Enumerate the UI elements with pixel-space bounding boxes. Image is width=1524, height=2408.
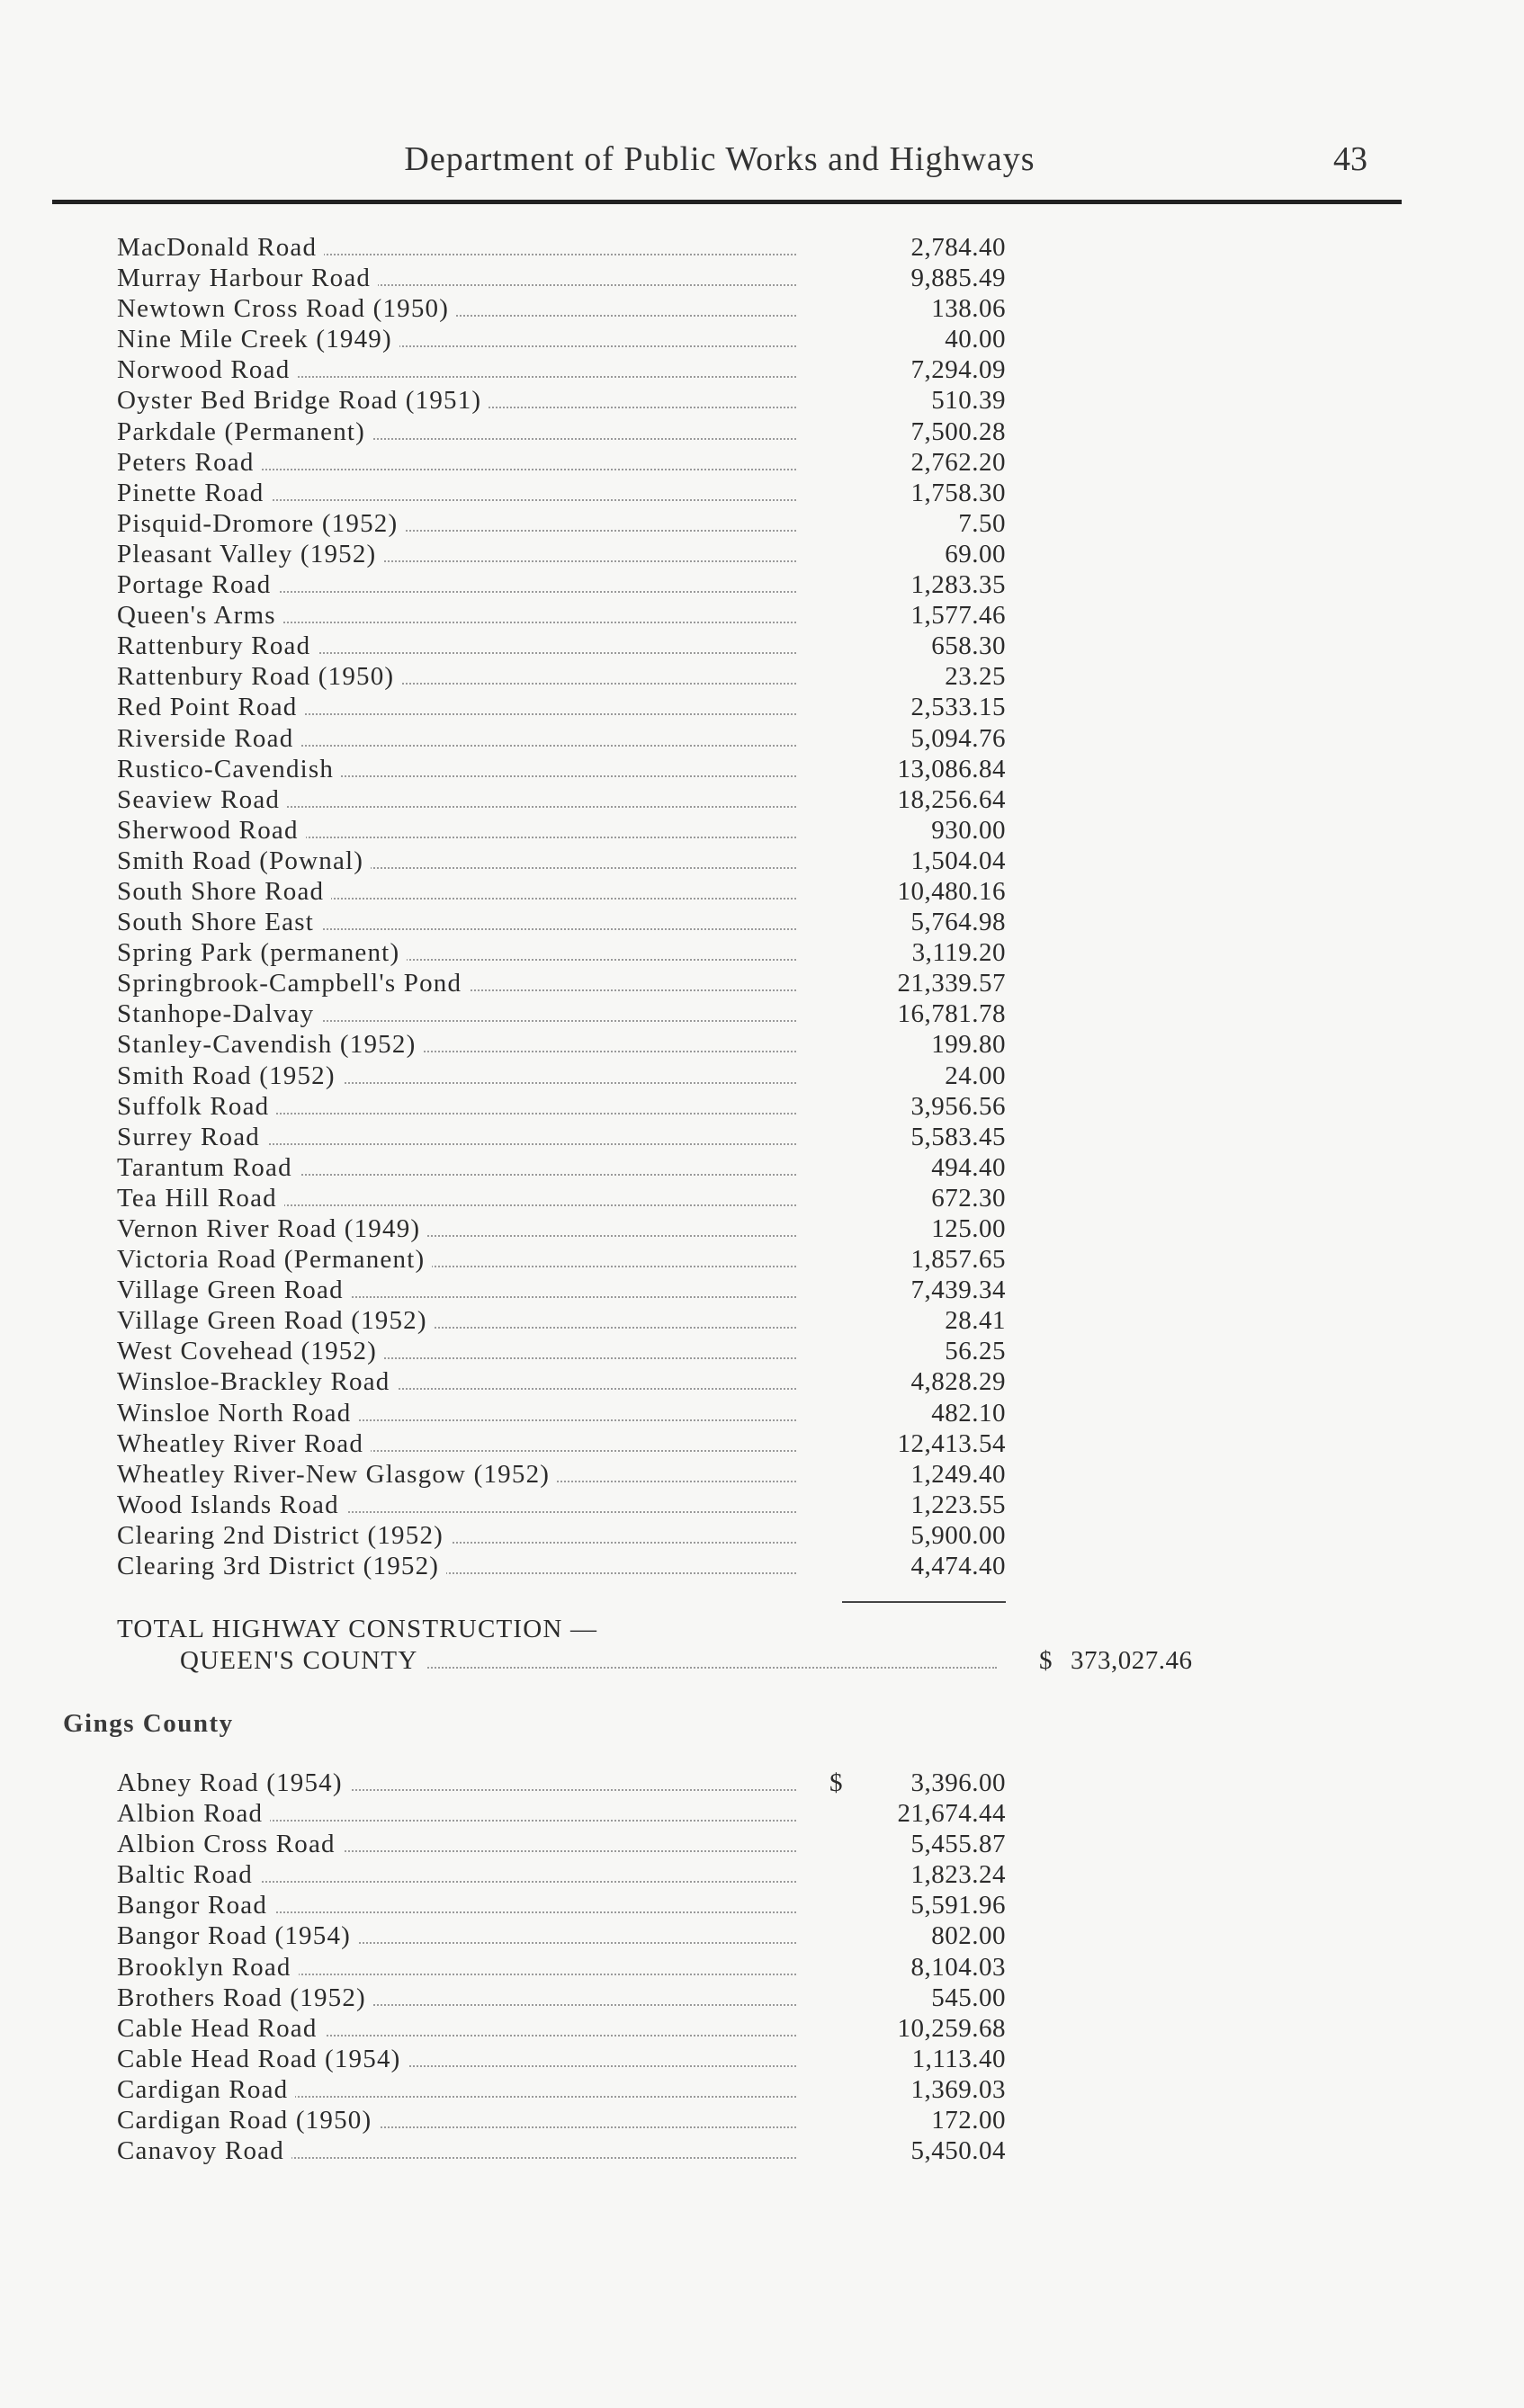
list-item	[0, 1952, 1524, 1983]
road-amount: 172.00	[931, 2106, 1006, 2135]
header-rule	[52, 200, 1402, 204]
road-name: Canavoy Road	[117, 2135, 291, 2166]
road-name: Nine Mile Creek (1949)	[117, 324, 399, 354]
road-amount: 1,758.30	[910, 478, 1006, 507]
subtotal-rule	[842, 1601, 1006, 1603]
road-amount: 10,259.68	[897, 2013, 1006, 2043]
list-item	[0, 2013, 1524, 2044]
list-item	[0, 631, 1524, 661]
road-name: Cable Head Road	[117, 2013, 325, 2044]
road-name: Albion Cross Road	[117, 1829, 343, 1859]
list-item	[0, 907, 1524, 937]
road-name: Suffolk Road	[117, 1091, 276, 1122]
list-item	[0, 1490, 1524, 1520]
list-item	[0, 692, 1524, 722]
list-item	[0, 1275, 1524, 1305]
road-amount: 5,764.98	[910, 908, 1006, 937]
road-amount: 1,577.46	[910, 601, 1006, 631]
list-item	[0, 293, 1524, 324]
total-label-line1: TOTAL HIGHWAY CONSTRUCTION —	[117, 1615, 598, 1643]
road-name: Wheatley River Road	[117, 1428, 371, 1459]
road-name: Stanley-Cavendish (1952)	[117, 1029, 423, 1060]
road-amount: 5,591.96	[910, 1891, 1006, 1920]
list-item	[0, 447, 1524, 478]
list-item	[0, 2044, 1524, 2074]
page-number: 43	[1333, 140, 1367, 178]
list-item	[0, 1983, 1524, 2013]
road-name: Smith Road (Pownal)	[117, 846, 371, 876]
road-name: Stanhope-Dalvay	[117, 998, 321, 1029]
list-item	[0, 354, 1524, 385]
total-row	[0, 1645, 1524, 1676]
road-name: Pisquid-Dromore (1952)	[117, 508, 405, 539]
list-item	[0, 968, 1524, 998]
road-amount: 125.00	[931, 1214, 1006, 1243]
road-amount: 24.00	[945, 1061, 1006, 1090]
road-amount: 3,396.00	[910, 1768, 1006, 1797]
road-amount: 7,294.09	[910, 355, 1006, 385]
list-item	[0, 815, 1524, 846]
road-name: Smith Road (1952)	[117, 1061, 343, 1091]
road-amount: 21,339.57	[897, 969, 1006, 998]
road-name: Wood Islands Road	[117, 1490, 346, 1520]
list-item	[0, 508, 1524, 539]
road-amount: 3,119.20	[911, 938, 1006, 968]
road-name: Winsloe-Brackley Road	[117, 1366, 397, 1397]
road-amount: 7,439.34	[910, 1276, 1006, 1305]
total-label-line2: QUEEN'S COUNTY	[180, 1645, 426, 1676]
road-name: Abney Road (1954)	[117, 1768, 350, 1798]
road-name: Cardigan Road (1950)	[117, 2105, 379, 2135]
road-name: Village Green Road (1952)	[117, 1305, 435, 1336]
road-amount: 1,823.24	[910, 1860, 1006, 1890]
road-amount: 7.50	[958, 508, 1006, 538]
list-item	[0, 998, 1524, 1029]
kings-county-road-list	[0, 1768, 1524, 2166]
road-amount: 802.00	[931, 1921, 1006, 1951]
road-name: Brooklyn Road	[117, 1952, 299, 1983]
road-amount: 545.00	[931, 1983, 1006, 2012]
road-amount: 28.41	[945, 1306, 1006, 1336]
road-name: Springbrook-Campbell's Pond	[117, 968, 469, 998]
list-item	[0, 1551, 1524, 1581]
road-amount: 4,828.29	[910, 1367, 1006, 1397]
currency-symbol: $	[829, 1768, 844, 1797]
road-amount: 23.25	[945, 662, 1006, 692]
list-item	[0, 1829, 1524, 1859]
road-name: Newtown Cross Road (1950)	[117, 293, 456, 324]
road-amount: 1,283.35	[910, 570, 1006, 600]
list-item	[0, 1029, 1524, 1060]
road-name: Victoria Road (Permanent)	[117, 1244, 432, 1275]
list-item	[0, 385, 1524, 416]
road-name: Baltic Road	[117, 1859, 260, 1890]
road-name: Surrey Road	[117, 1122, 267, 1152]
road-amount: 199.80	[931, 1030, 1006, 1060]
road-name: Clearing 3rd District (1952)	[117, 1551, 446, 1581]
road-amount: 9,885.49	[910, 264, 1006, 293]
road-name: Village Green Road	[117, 1275, 351, 1305]
total-currency: $	[1039, 1646, 1053, 1675]
road-name: South Shore Road	[117, 876, 331, 907]
list-item	[0, 600, 1524, 631]
road-name: Norwood Road	[117, 354, 297, 385]
road-amount: 7,500.28	[910, 416, 1006, 446]
road-amount: 5,900.00	[910, 1520, 1006, 1550]
list-item	[0, 1520, 1524, 1551]
list-item	[0, 937, 1524, 968]
section-heading: Gings County	[63, 1709, 234, 1738]
list-item	[0, 232, 1524, 263]
road-name: Spring Park (permanent)	[117, 937, 407, 968]
list-item	[0, 754, 1524, 784]
road-amount: 482.10	[931, 1398, 1006, 1428]
road-amount: 2,533.15	[910, 693, 1006, 722]
list-item	[0, 569, 1524, 600]
road-amount: 5,094.76	[910, 723, 1006, 753]
road-amount: 1,504.04	[910, 846, 1006, 875]
road-amount: 672.30	[931, 1183, 1006, 1213]
road-amount: 1,113.40	[911, 2044, 1006, 2073]
list-item	[0, 2105, 1524, 2135]
list-item	[0, 1244, 1524, 1275]
road-amount: 3,956.56	[910, 1091, 1006, 1121]
list-item	[0, 1152, 1524, 1183]
road-name: Pleasant Valley (1952)	[117, 539, 383, 569]
total-amount: 373,027.46	[1071, 1646, 1193, 1675]
list-item	[0, 2135, 1524, 2166]
list-item	[0, 1798, 1524, 1829]
road-name: Cable Head Road (1954)	[117, 2044, 408, 2074]
list-item	[0, 1305, 1524, 1336]
road-amount: 4,474.40	[910, 1552, 1006, 1581]
road-amount: 40.00	[945, 325, 1006, 354]
road-amount: 2,784.40	[910, 233, 1006, 262]
road-name: Vernon River Road (1949)	[117, 1213, 427, 1244]
road-name: Riverside Road	[117, 723, 300, 754]
list-item	[0, 1890, 1524, 1920]
list-item	[0, 1091, 1524, 1122]
list-item	[0, 539, 1524, 569]
road-amount: 10,480.16	[897, 876, 1006, 906]
road-name: Albion Road	[117, 1798, 270, 1829]
road-name: Rattenbury Road (1950)	[117, 661, 401, 692]
list-item	[0, 1459, 1524, 1490]
road-name: Rattenbury Road	[117, 631, 318, 661]
road-name: Wheatley River-New Glasgow (1952)	[117, 1459, 557, 1490]
road-name: Rustico-Cavendish	[117, 754, 341, 784]
list-item	[0, 478, 1524, 508]
list-item	[0, 416, 1524, 447]
road-amount: 12,413.54	[897, 1428, 1006, 1458]
road-amount: 138.06	[931, 294, 1006, 324]
road-amount: 16,781.78	[897, 999, 1006, 1029]
list-item	[0, 784, 1524, 815]
list-item	[0, 1122, 1524, 1152]
list-item	[0, 2074, 1524, 2105]
road-name: Bangor Road	[117, 1890, 274, 1920]
list-item	[0, 723, 1524, 754]
list-item	[0, 1398, 1524, 1428]
road-amount: 494.40	[931, 1152, 1006, 1182]
road-name: Brothers Road (1952)	[117, 1983, 373, 2013]
road-amount: 21,674.44	[897, 1799, 1006, 1829]
road-amount: 1,857.65	[910, 1245, 1006, 1275]
road-amount: 1,223.55	[910, 1490, 1006, 1519]
road-amount: 5,455.87	[910, 1830, 1006, 1859]
road-name: Clearing 2nd District (1952)	[117, 1520, 451, 1551]
queens-county-road-list	[0, 232, 1524, 1581]
road-amount: 13,086.84	[897, 754, 1006, 783]
road-amount: 930.00	[931, 815, 1006, 845]
list-item	[0, 1366, 1524, 1397]
road-amount: 5,583.45	[910, 1122, 1006, 1151]
list-item	[0, 1061, 1524, 1091]
road-amount: 1,249.40	[910, 1459, 1006, 1489]
road-amount: 56.25	[945, 1337, 1006, 1366]
road-amount: 2,762.20	[910, 447, 1006, 477]
list-item	[0, 1183, 1524, 1213]
list-item	[0, 1768, 1524, 1798]
road-name: Tea Hill Road	[117, 1183, 284, 1213]
list-item	[0, 1428, 1524, 1459]
road-name: Peters Road	[117, 447, 262, 478]
road-name: South Shore East	[117, 907, 321, 937]
road-name: Oyster Bed Bridge Road (1951)	[117, 385, 489, 416]
road-name: Sherwood Road	[117, 815, 306, 846]
road-name: Portage Road	[117, 569, 278, 600]
list-item	[0, 1213, 1524, 1244]
list-item	[0, 846, 1524, 876]
road-amount: 69.00	[945, 539, 1006, 568]
list-item	[0, 1920, 1524, 1951]
road-name: Winsloe North Road	[117, 1398, 358, 1428]
road-amount: 18,256.64	[897, 784, 1006, 814]
road-amount: 8,104.03	[910, 1952, 1006, 1982]
list-item	[0, 661, 1524, 692]
road-name: Murray Harbour Road	[117, 263, 378, 293]
list-item	[0, 1859, 1524, 1890]
road-name: Tarantum Road	[117, 1152, 300, 1183]
list-item	[0, 876, 1524, 907]
road-name: Bangor Road (1954)	[117, 1920, 358, 1951]
road-amount: 510.39	[931, 386, 1006, 416]
road-name: Pinette Road	[117, 478, 271, 508]
page-header-title: Department of Public Works and Highways	[404, 140, 1035, 178]
road-name: Queen's Arms	[117, 600, 283, 631]
list-item	[0, 324, 1524, 354]
road-name: West Covehead (1952)	[117, 1336, 384, 1366]
road-amount: 658.30	[931, 631, 1006, 661]
list-item	[0, 263, 1524, 293]
list-item	[0, 1336, 1524, 1366]
road-name: Cardigan Road	[117, 2074, 295, 2105]
road-name: Parkdale (Permanent)	[117, 416, 372, 447]
road-amount: 1,369.03	[910, 2074, 1006, 2104]
road-name: Red Point Road	[117, 692, 304, 722]
road-amount: 5,450.04	[910, 2136, 1006, 2166]
road-name: MacDonald Road	[117, 232, 324, 263]
road-name: Seaview Road	[117, 784, 287, 815]
